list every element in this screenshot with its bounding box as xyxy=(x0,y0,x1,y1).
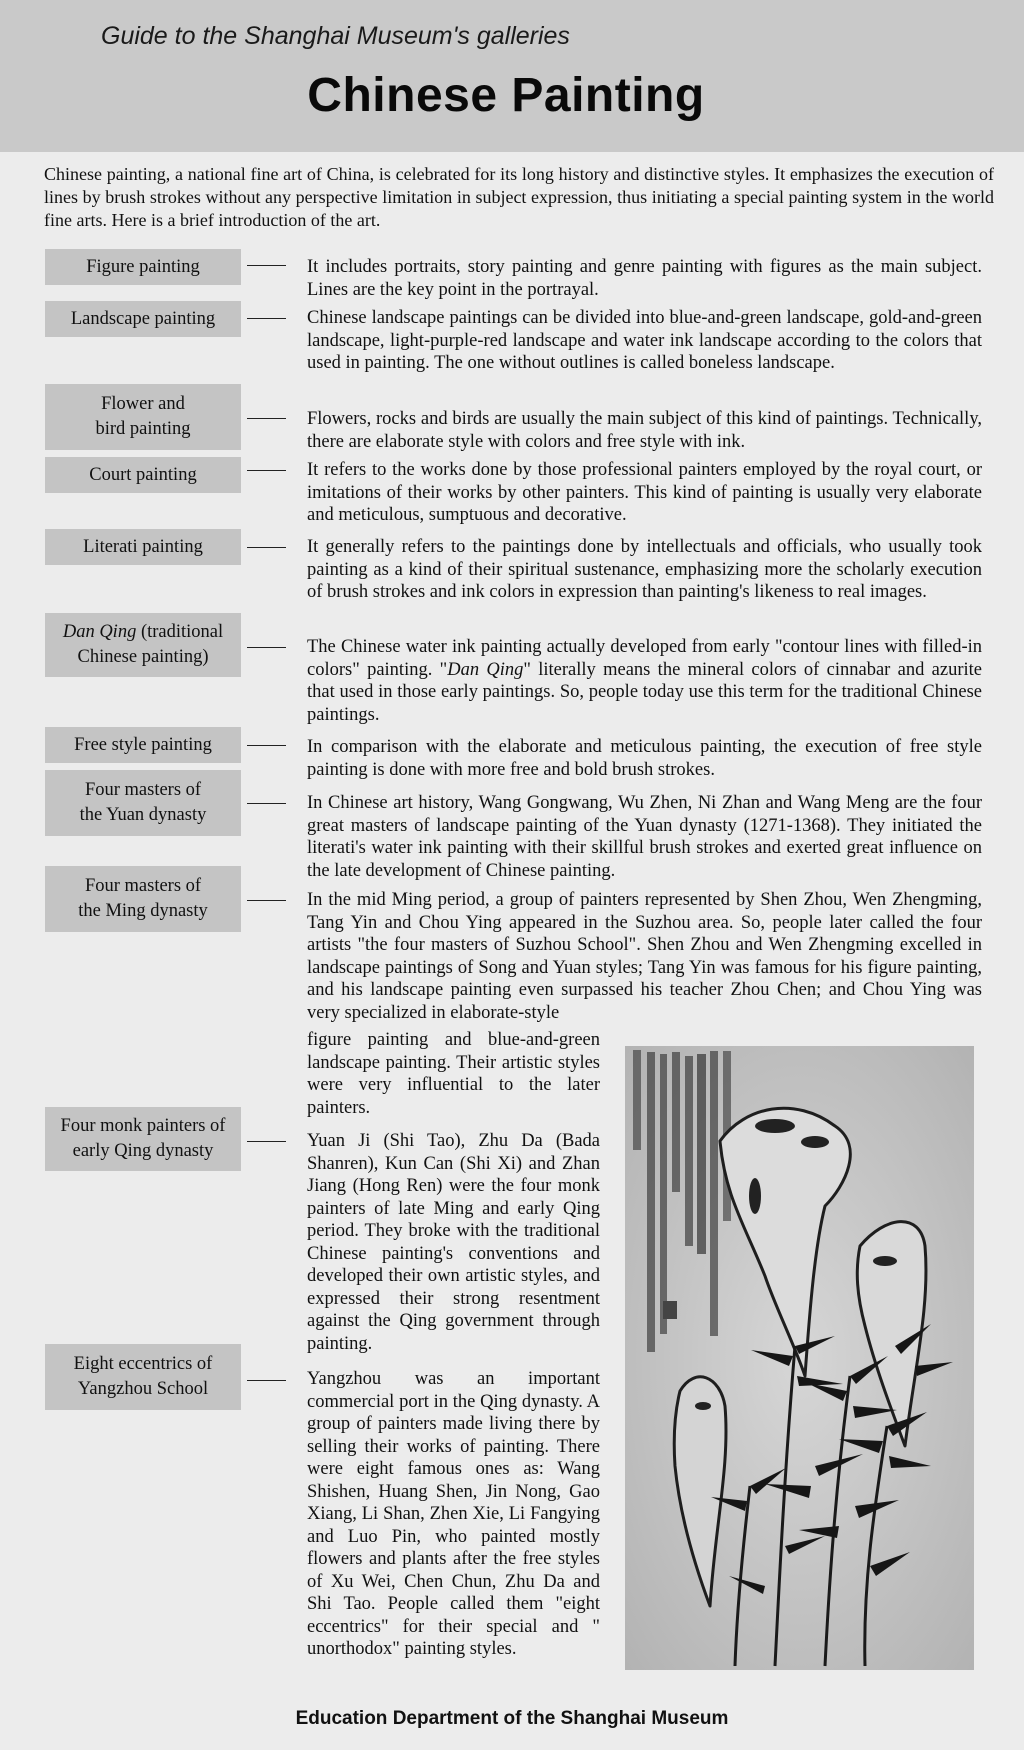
label-court-painting: Court painting xyxy=(45,457,241,493)
desc-free-style-painting: In comparison with the elaborate and meticulous painting, the execution of free style painting is done with more free and bold brush strokes. xyxy=(307,737,982,780)
desc-four-monk-painters: Yuan Ji (Shi Tao), Zhu Da (Bada Shanren), Kun Can (Shi Xi) and Zhan Jiang (Hong Ren) were the four monk painters of late Ming and early Qing period. They broke with the traditional Chinese painting's conventions and developed their own artistic styles, and expressed their strong resentment against the Qing government through painting. xyxy=(307,1131,600,1354)
desc-eight-eccentrics: Yangzhou was an important commercial port in the Qing dynasty. A group of painters made living there by selling their works of painting. There were eight famous ones as: Wang Shishen, Huang Shen, Jin Nong, Gao Xiang, Li Shan, Zhen Xie, Li Fangying and Luo Pin, who painted mostly flowers and plants after the free styles of Xu Wei, Chen Chun, Zhu Da and Shi Tao. People called them "eight eccentrics" for their special and " unorthodox" painting styles. xyxy=(307,1369,600,1659)
intro-paragraph: Chinese painting, a national fine art of China, is celebrated for its long history and distinctive styles. It emphasizes the execution of lines by brush strokes without any perspective limitation in subject expression, thus initiating a special painting system in the world fine arts. Here is a brief introduction of the art. xyxy=(44,164,994,230)
footer-credit: Education Department of the Shanghai Museum xyxy=(295,1708,729,1729)
label-four-monk-painters: Four monk painters of early Qing dynasty xyxy=(45,1107,241,1171)
connector-dash xyxy=(247,745,286,746)
page-title: Chinese Painting xyxy=(307,69,705,122)
desc-landscape-painting: Chinese landscape paintings can be divided into blue-and-green landscape, gold-and-green landscape, light-purple-red landscape and water ink landscape according to the colors that used in painting. The one without outlines is called boneless landscape. xyxy=(307,308,982,373)
desc-four-masters-ming-continued: figure painting and blue-and-green landscape painting. Their artistic styles were very influential to the later painters. xyxy=(307,1030,600,1118)
label-dan-qing: Dan Qing (traditional Chinese painting) xyxy=(45,613,241,677)
connector-dash xyxy=(247,418,286,419)
connector-dash xyxy=(247,803,286,804)
label-four-masters-yuan: Four masters of the Yuan dynasty xyxy=(45,770,241,836)
connector-dash xyxy=(247,470,286,471)
label-flower-bird-painting: Flower and bird painting xyxy=(45,384,241,450)
desc-literati-painting: It generally refers to the paintings done by intellectuals and officials, who usually took painting as a kind of their spiritual sustenance, emphasizing more the scholarly execution of brush strokes and ink colors in expression than painting's likeness to real images. xyxy=(307,537,982,602)
label-figure-painting: Figure painting xyxy=(45,249,241,285)
bamboo-and-rock-ink-painting xyxy=(625,1046,974,1670)
label-four-masters-ming: Four masters of the Ming dynasty xyxy=(45,866,241,932)
connector-dash xyxy=(247,647,286,648)
label-eight-eccentrics: Eight eccentrics of Yangzhou School xyxy=(45,1344,241,1410)
label-literati-painting: Literati painting xyxy=(45,529,241,565)
label-free-style-painting: Free style painting xyxy=(45,727,241,763)
connector-dash xyxy=(247,318,286,319)
desc-court-painting: It refers to the works done by those professional painters employed by the royal court, or imitations of their works by other painters. This kind of painting is usually very elaborate and meticulous, sumptuous and decorative. xyxy=(307,460,982,525)
desc-figure-painting: It includes portraits, story painting and genre painting with figures as the main subject. Lines are the key point in the portrayal. xyxy=(307,257,982,300)
connector-dash xyxy=(247,1141,286,1142)
label-landscape-painting: Landscape painting xyxy=(45,301,241,337)
connector-dash xyxy=(247,265,286,266)
connector-dash xyxy=(247,1380,286,1381)
desc-four-masters-ming: In the mid Ming period, a group of painters represented by Shen Zhou, Wen Zhengming, Tang Yin and Chou Ying appeared in the Suzhou area. So, people later called the four artists "the four masters of Suzhou School". Shen Zhou and Wen Zhengming excelled in landscape paintings of Song and Yuan styles; Tang Yin was famous for his figure painting, and his landscape painting even surpassed his teacher Zhou Chen; and Chou Ying was very specialized in elaborate-style xyxy=(307,890,982,1023)
desc-flower-bird-painting: Flowers, rocks and birds are usually the main subject of this kind of paintings. Technically, there are elaborate style with colors and free style with ink. xyxy=(307,409,982,452)
desc-dan-qing: The Chinese water ink painting actually developed from early "contour lines with filled-in colors" painting. "Dan Qing" literally means the mineral colors of cinnabar and azurite that used in those early paintings. So, people today use this term for the traditional Chinese paintings. xyxy=(307,637,982,725)
connector-dash xyxy=(247,547,286,548)
connector-dash xyxy=(247,900,286,901)
desc-four-masters-yuan: In Chinese art history, Wang Gongwang, Wu Zhen, Ni Zhan and Wang Meng are the four great masters of landscape painting of the Yuan dynasty (1271-1368). They initiated the literati's water ink painting with their skillful brush strokes and exerted great influence on the late development of Chinese painting. xyxy=(307,793,982,881)
guide-subtitle: Guide to the Shanghai Museum's galleries xyxy=(101,22,570,50)
header-band xyxy=(0,0,1024,152)
